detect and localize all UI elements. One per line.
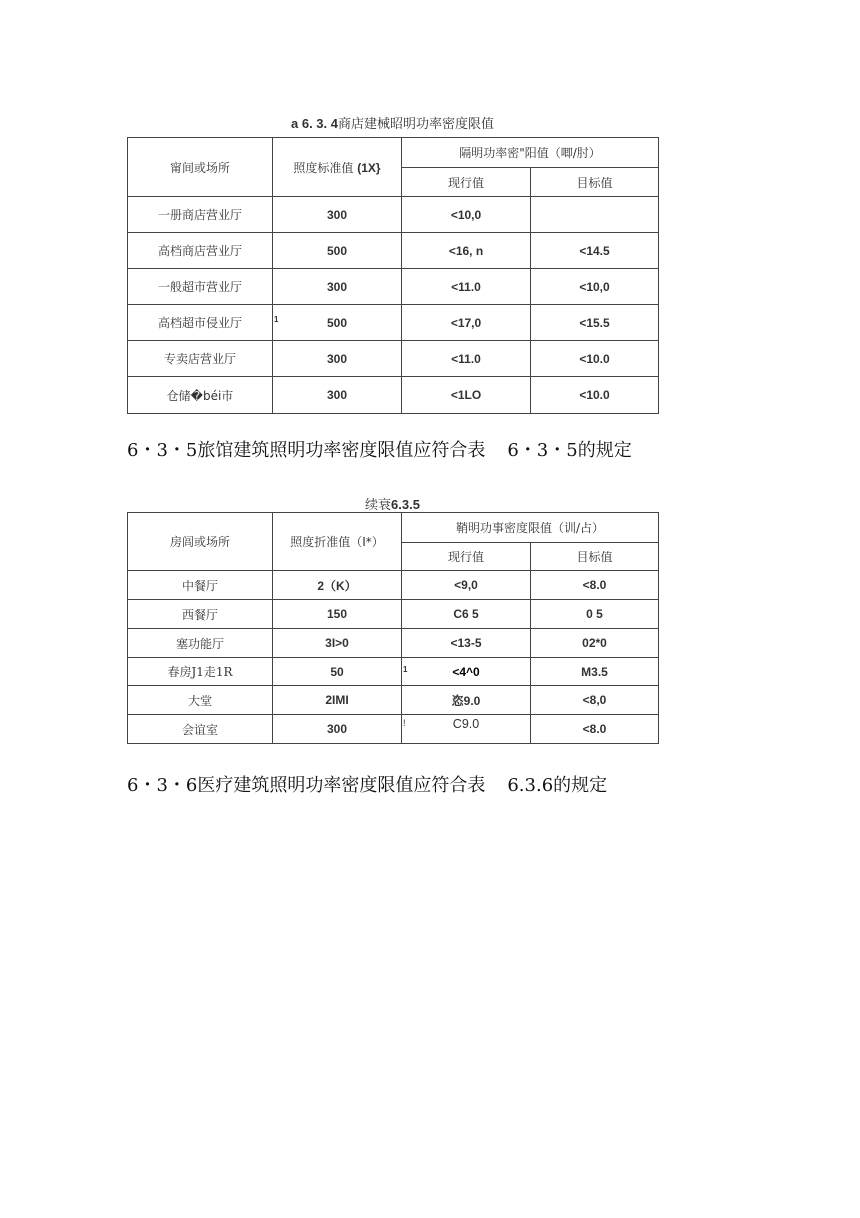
table1-current: <17,0: [402, 305, 531, 341]
table1-target: [531, 197, 659, 233]
table2-header-lpd: 鞘明功事密度限值（训/占）: [402, 513, 659, 543]
table1-caption-text: 商店建械昭明功率密度限值: [337, 117, 494, 132]
table1-target: <14.5: [531, 233, 659, 269]
table1-header-room: 甯间或场所: [128, 138, 273, 197]
table-row: [128, 197, 659, 233]
table1-room: 高档超市侵业厅: [128, 305, 273, 341]
table-row: [128, 658, 659, 686]
table2-current: C6 5: [402, 600, 531, 629]
table-row: [128, 305, 659, 341]
table1-header-current: 现行值: [402, 168, 531, 197]
table2-lux: 50: [273, 658, 402, 686]
table2-room: 会谊室: [128, 715, 273, 744]
table2-target: 0 5: [531, 600, 659, 629]
section-heading-6-3-6: [127, 771, 607, 797]
table2-header-room: 房闾或场所: [128, 513, 273, 571]
table1-lux: 300: [273, 197, 402, 233]
table2-current: [402, 715, 531, 744]
table-row: [128, 571, 659, 600]
table2-caption-number: 6.3.5: [391, 497, 420, 512]
table1-target: <15.5: [531, 305, 659, 341]
table1-room: 高档商店营业厅: [128, 233, 273, 269]
table1-room: 专卖店营业厅: [128, 341, 273, 377]
table1-lux: 300: [273, 341, 402, 377]
table2-room: 塞功能厅: [128, 629, 273, 658]
table2-current: 恣9.0: [402, 686, 531, 715]
table1-header-target: 目标值: [531, 168, 659, 197]
table1-target: <10.0: [531, 377, 659, 414]
table2-current-value: <4^0: [452, 664, 480, 679]
table1-header-illuminance: [273, 138, 402, 197]
table2-target: 02*0: [531, 629, 659, 658]
section-heading-6-3-5-ref: 6・3・5的规定: [507, 440, 632, 461]
table-row: [128, 715, 659, 744]
table2-lux: 2（K）: [273, 571, 402, 600]
table1-header-illuminance-unit: (1X}: [357, 160, 381, 175]
table2-target: M3.5: [531, 658, 659, 686]
table2-room: 西餐厅: [128, 600, 273, 629]
table2-caption-text: 续衰: [365, 498, 392, 513]
table1-room: 一册商店营业厅: [128, 197, 273, 233]
table1-caption: [127, 113, 658, 132]
table2-room: 中餐厅: [128, 571, 273, 600]
table1-lux: 500: [273, 233, 402, 269]
table2-lux: 2IMI: [273, 686, 402, 715]
table1: [127, 137, 659, 414]
table2: [127, 512, 659, 744]
table2-target: <8.0: [531, 571, 659, 600]
table1-caption-number: a 6. 3. 4: [291, 116, 338, 131]
table2-lux: 150: [273, 600, 402, 629]
table1-current: <16, n: [402, 233, 531, 269]
table2-lux: 3I>0: [273, 629, 402, 658]
table2-stray-mark: !: [403, 718, 406, 728]
table2-header-illuminance: 照度折准值（I*）: [273, 513, 402, 571]
table-row: [128, 686, 659, 715]
table1-lux: 300: [273, 269, 402, 305]
table2-header-current: 现行值: [402, 543, 531, 571]
table-row: [128, 341, 659, 377]
table-row: [128, 600, 659, 629]
table-row: [128, 377, 659, 414]
table1-lux: 300: [273, 377, 402, 414]
table2-current: [402, 658, 531, 686]
table2-current-value: C9.0: [452, 717, 480, 731]
section-heading-6-3-6-text: 6・3・6医疗建筑照明功率密度限值应符合表: [127, 775, 486, 796]
table1-current: <11.0: [402, 341, 531, 377]
table1-current: <11.0: [402, 269, 531, 305]
table2-room: 春房J1走1R: [128, 658, 273, 686]
table1-target: <10,0: [531, 269, 659, 305]
table1-header-lpd: 隔明功率密"阳值（唧/肘）: [402, 138, 659, 168]
table1-room: 一般超市营业厅: [128, 269, 273, 305]
table-row: [128, 233, 659, 269]
table2-current: <9,0: [402, 571, 531, 600]
table2-lux: 300: [273, 715, 402, 744]
section-heading-6-3-6-ref: 6.3.6的规定: [507, 775, 608, 796]
table-row: [128, 269, 659, 305]
table2-current: <13-5: [402, 629, 531, 658]
section-heading-6-3-5-text: 6・3・5旅馆建筑照明功率密度限值应符合表: [127, 440, 486, 461]
table2-target: <8,0: [531, 686, 659, 715]
table1-header-illuminance-label: 照度标准值: [293, 160, 354, 175]
table2-header-target: 目标值: [531, 543, 659, 571]
table2-room: 大堂: [128, 686, 273, 715]
table2-target: <8.0: [531, 715, 659, 744]
table1-current: <1LO: [402, 377, 531, 414]
table-row: [128, 629, 659, 658]
table2-stray-mark: 1: [403, 665, 408, 674]
table1-stray-mark: 1: [274, 315, 279, 324]
table1-current: <10,0: [402, 197, 531, 233]
table2-caption: [127, 494, 658, 513]
section-heading-6-3-5: [127, 436, 632, 462]
table1-lux-value: 500: [326, 315, 348, 330]
table1-room: 仓储�béi市: [128, 377, 273, 414]
table1-lux: [273, 305, 402, 341]
table1-target: <10.0: [531, 341, 659, 377]
